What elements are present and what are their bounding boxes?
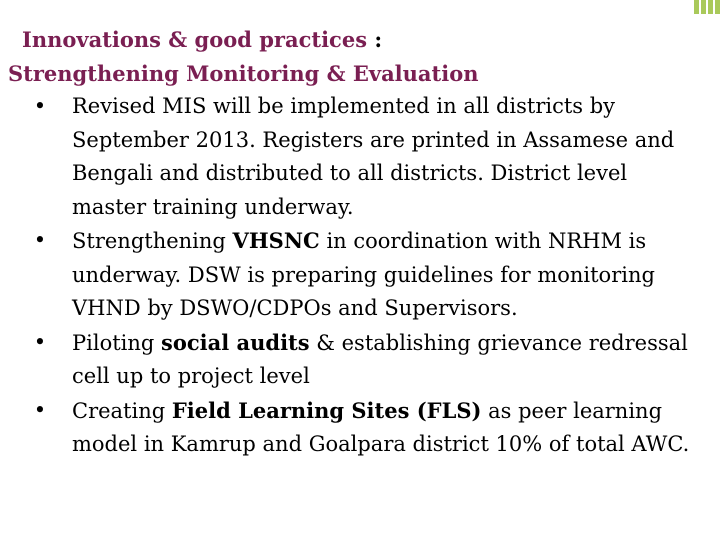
bullet-text: Creating (72, 398, 172, 423)
slide-subtitle: Strengthening Monitoring & Evaluation (8, 61, 479, 86)
bullet-item (30, 326, 700, 394)
bullet-dot: • (33, 397, 47, 422)
bullet-emphasis: VHSNC (232, 228, 320, 253)
bullet-text: & establishing grievance redressal cell up to project level (72, 330, 688, 388)
bullet-text: Piloting (72, 330, 162, 355)
bullet-dot: • (33, 329, 47, 354)
bullet-text: in coordination with NRHM is underway. DSW is preparing guidelines for monitoring VHND by DSWO/CDPOs and Supervisors. (72, 229, 655, 320)
bullet-dot: • (33, 228, 47, 252)
slide-title (22, 25, 382, 55)
bullet-item (30, 394, 700, 462)
bullet-item (30, 90, 700, 224)
bullet-item (30, 224, 700, 326)
bullet-emphasis: social audits (161, 329, 310, 355)
bullet-text: Revised MIS will be implemented in all districts by September 2013. Registers are printed in Assamese and Bengali and distributed to all districts. District level master training underway. (72, 94, 675, 219)
bullet-emphasis: Field Learning Sites (FLS) (171, 397, 482, 423)
title-prefix: Innovations & good practices (22, 27, 368, 52)
bullet-list (30, 90, 700, 462)
bullet-text: as peer learning model in Kamrup and Goalpara district 10% of total AWC. (72, 398, 690, 456)
bullet-text: Strengthening (72, 229, 233, 253)
title-separator: : (367, 27, 383, 52)
bullet-dot: • (33, 94, 47, 118)
